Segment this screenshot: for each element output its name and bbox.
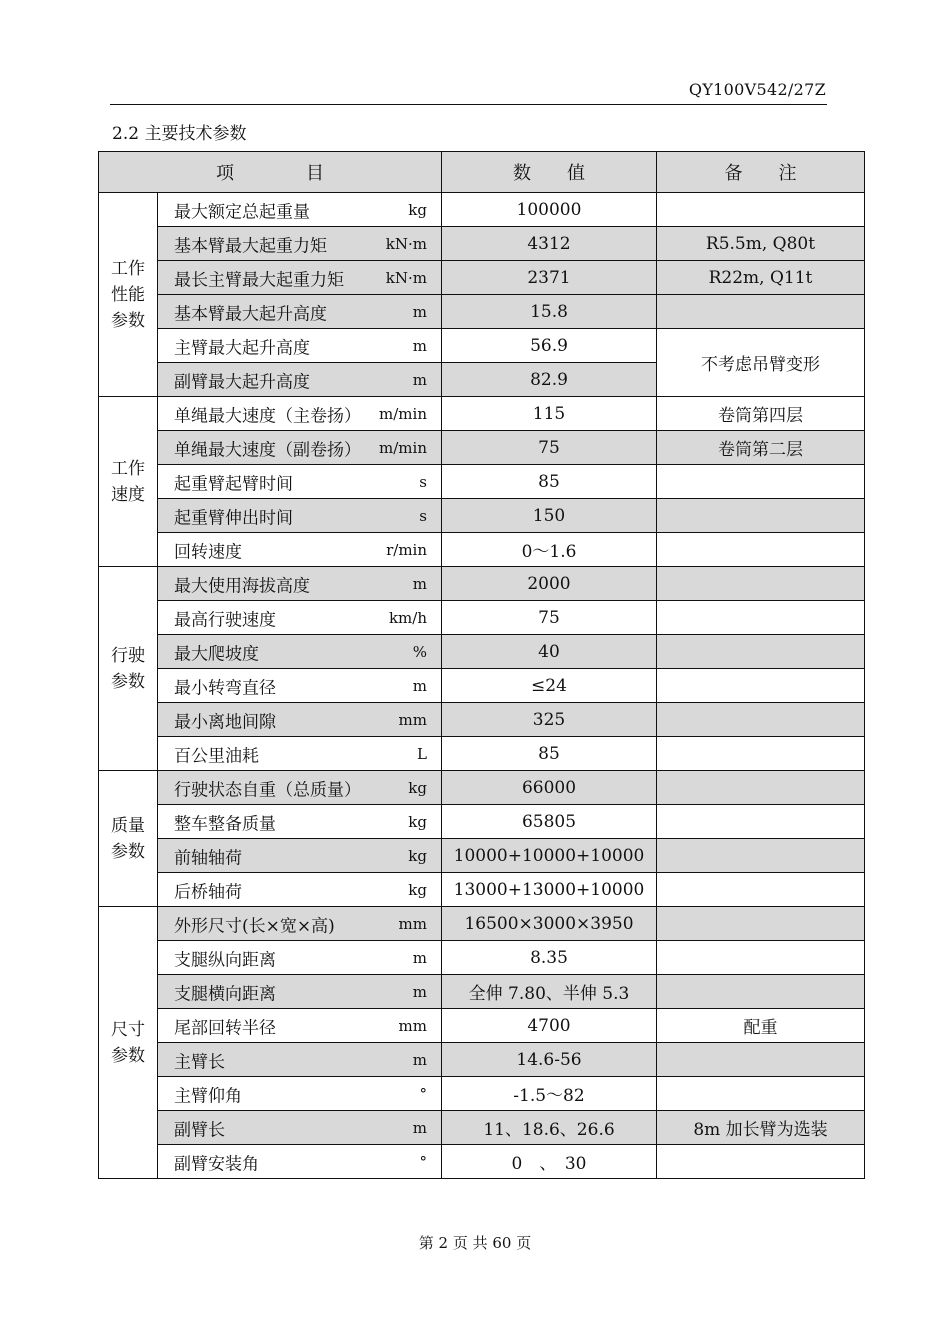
table-row [99,839,865,873]
param-cell [158,295,442,329]
group-label: 工作 速度 [99,397,158,567]
param-note [657,737,865,771]
param-label: 最大额定总起重量 [174,202,310,222]
param-value: 13000+13000+10000 [442,873,657,907]
param-label: 后桥轴荷 [174,882,242,902]
param-note [657,601,865,635]
table-row [99,703,865,737]
param-cell [158,1145,442,1179]
param-cell [158,941,442,975]
param-unit: m/min [379,404,427,423]
param-unit: m [412,982,427,1001]
table-row [99,873,865,907]
param-note [657,703,865,737]
param-unit: mm [398,914,427,933]
param-unit: kN·m [385,268,427,287]
param-cell [158,907,442,941]
param-value: 150 [442,499,657,533]
page-footer: 第 2 页 共 60 页 [418,1234,532,1252]
param-label: 主臂仰角 [174,1086,242,1106]
spec-table-body [99,193,865,1179]
param-note [657,1043,865,1077]
param-label: 外形尺寸(长×宽×高) [174,916,335,936]
section-title: 2.2 主要技术参数 [112,124,247,144]
param-label: 基本臂最大起升高度 [174,304,327,324]
table-row [99,669,865,703]
table-row [99,771,865,805]
table-row [99,329,865,363]
param-unit: kN·m [385,234,427,253]
table-row [99,907,865,941]
param-label: 副臂长 [174,1120,225,1140]
param-label: 最小离地间隙 [174,712,276,732]
param-value: 75 [442,431,657,465]
param-note [657,975,865,1009]
param-note: R5.5m, Q80t [657,227,865,261]
param-unit: kg [408,778,427,797]
header-item: 项 目 [99,152,442,193]
param-unit: m [412,336,427,355]
param-unit: m [412,1050,427,1069]
param-label: 单绳最大速度（主卷扬） [174,406,361,426]
param-label: 起重臂伸出时间 [174,508,293,528]
param-value: 2371 [442,261,657,295]
param-cell [158,1077,442,1111]
param-note [657,805,865,839]
param-note: 不考虑吊臂变形 [657,329,865,397]
param-cell [158,703,442,737]
table-row [99,1111,865,1145]
param-note [657,669,865,703]
param-cell [158,669,442,703]
table-row [99,1077,865,1111]
param-value: 14.6-56 [442,1043,657,1077]
param-cell [158,601,442,635]
param-cell [158,431,442,465]
param-note [657,465,865,499]
param-label: 副臂安装角 [174,1154,259,1174]
param-note [657,567,865,601]
param-cell [158,533,442,567]
param-value: 8.35 [442,941,657,975]
param-note: R22m, Q11t [657,261,865,295]
param-value: 75 [442,601,657,635]
param-label: 起重臂起臂时间 [174,474,293,494]
param-note [657,839,865,873]
param-cell [158,1111,442,1145]
param-label: 百公里油耗 [174,746,259,766]
param-unit: m [412,676,427,695]
param-cell [158,397,442,431]
param-value: 0 、 30 [442,1145,657,1179]
param-unit: m [412,574,427,593]
param-label: 尾部回转半径 [174,1018,276,1038]
param-cell [158,805,442,839]
param-note [657,635,865,669]
table-row [99,975,865,1009]
param-label: 前轴轴荷 [174,848,242,868]
param-note: 配重 [657,1009,865,1043]
param-value: ≤24 [442,669,657,703]
param-note [657,771,865,805]
param-value: 115 [442,397,657,431]
param-cell [158,499,442,533]
group-label: 质量 参数 [99,771,158,907]
param-note [657,533,865,567]
param-label: 行驶状态自重（总质量） [174,780,361,800]
param-value: 325 [442,703,657,737]
table-row [99,1009,865,1043]
param-label: 单绳最大速度（副卷扬） [174,440,361,460]
param-cell [158,261,442,295]
table-row [99,295,865,329]
group-label: 尺寸 参数 [99,907,158,1179]
param-cell [158,1043,442,1077]
header-rule [110,104,827,105]
table-row [99,499,865,533]
header-note: 备 注 [657,152,865,193]
param-unit: s [419,506,427,525]
param-unit: L [417,744,427,763]
param-unit: m [412,302,427,321]
param-value: -1.5～82 [442,1077,657,1111]
param-label: 整车整备质量 [174,814,276,834]
table-row [99,1145,865,1179]
param-cell [158,839,442,873]
param-label: 副臂最大起升高度 [174,372,310,392]
table-row [99,261,865,295]
table-row [99,533,865,567]
param-value: 10000+10000+10000 [442,839,657,873]
param-value: 4700 [442,1009,657,1043]
param-value: 56.9 [442,329,657,363]
param-note [657,1145,865,1179]
param-label: 基本臂最大起重力矩 [174,236,327,256]
param-value: 65805 [442,805,657,839]
table-row [99,227,865,261]
param-value: 66000 [442,771,657,805]
param-label: 最长主臂最大起重力矩 [174,270,344,290]
param-note [657,907,865,941]
param-label: 最大使用海拔高度 [174,576,310,596]
param-unit: kg [408,846,427,865]
param-value: 0～1.6 [442,533,657,567]
param-unit: kg [408,812,427,831]
param-note: 8m 加长臂为选装 [657,1111,865,1145]
table-row [99,431,865,465]
param-cell [158,635,442,669]
param-unit: mm [398,1016,427,1035]
param-cell [158,465,442,499]
table-row [99,397,865,431]
param-label: 支腿横向距离 [174,984,276,1004]
param-label: 最小转弯直径 [174,678,276,698]
param-cell [158,737,442,771]
param-value: 2000 [442,567,657,601]
table-row [99,737,865,771]
table-row [99,805,865,839]
param-note [657,873,865,907]
table-row [99,941,865,975]
param-note [657,499,865,533]
param-cell [158,873,442,907]
param-value: 15.8 [442,295,657,329]
param-unit: ° [419,1152,427,1171]
param-value: 11、18.6、26.6 [442,1111,657,1145]
param-value: 4312 [442,227,657,261]
param-value: 40 [442,635,657,669]
param-unit: kg [408,200,427,219]
param-value: 85 [442,737,657,771]
param-value: 全伸 7.80、半伸 5.3 [442,975,657,1009]
param-unit: m/min [379,438,427,457]
table-row [99,635,865,669]
param-note [657,941,865,975]
group-label: 工作 性能 参数 [99,193,158,397]
param-value: 85 [442,465,657,499]
param-unit: ° [419,1084,427,1103]
param-unit: r/min [386,540,427,559]
param-label: 最高行驶速度 [174,610,276,630]
param-unit: m [412,370,427,389]
table-header-row [99,152,865,193]
param-label: 主臂最大起升高度 [174,338,310,358]
table-row [99,1043,865,1077]
param-note [657,193,865,227]
param-note: 卷筒第二层 [657,431,865,465]
table-row [99,567,865,601]
param-note [657,295,865,329]
param-cell [158,193,442,227]
param-cell [158,227,442,261]
param-cell [158,1009,442,1043]
param-label: 最大爬坡度 [174,644,259,664]
param-unit: % [412,642,427,661]
param-cell [158,771,442,805]
param-note: 卷筒第四层 [657,397,865,431]
param-unit: m [412,948,427,967]
param-unit: mm [398,710,427,729]
param-cell [158,975,442,1009]
param-unit: m [412,1118,427,1137]
param-value: 100000 [442,193,657,227]
document-code: QY100V542/27Z [688,80,826,99]
param-label: 主臂长 [174,1052,225,1072]
param-unit: km/h [388,608,427,627]
table-row [99,601,865,635]
param-cell [158,363,442,397]
param-cell [158,329,442,363]
param-unit: kg [408,880,427,899]
table-row [99,193,865,227]
param-label: 支腿纵向距离 [174,950,276,970]
group-label: 行驶 参数 [99,567,158,771]
header-value: 数 值 [442,152,657,193]
param-note [657,1077,865,1111]
param-value: 82.9 [442,363,657,397]
param-label: 回转速度 [174,542,242,562]
spec-table [98,151,865,1179]
param-unit: s [419,472,427,491]
table-row [99,465,865,499]
param-value: 16500×3000×3950 [442,907,657,941]
param-cell [158,567,442,601]
